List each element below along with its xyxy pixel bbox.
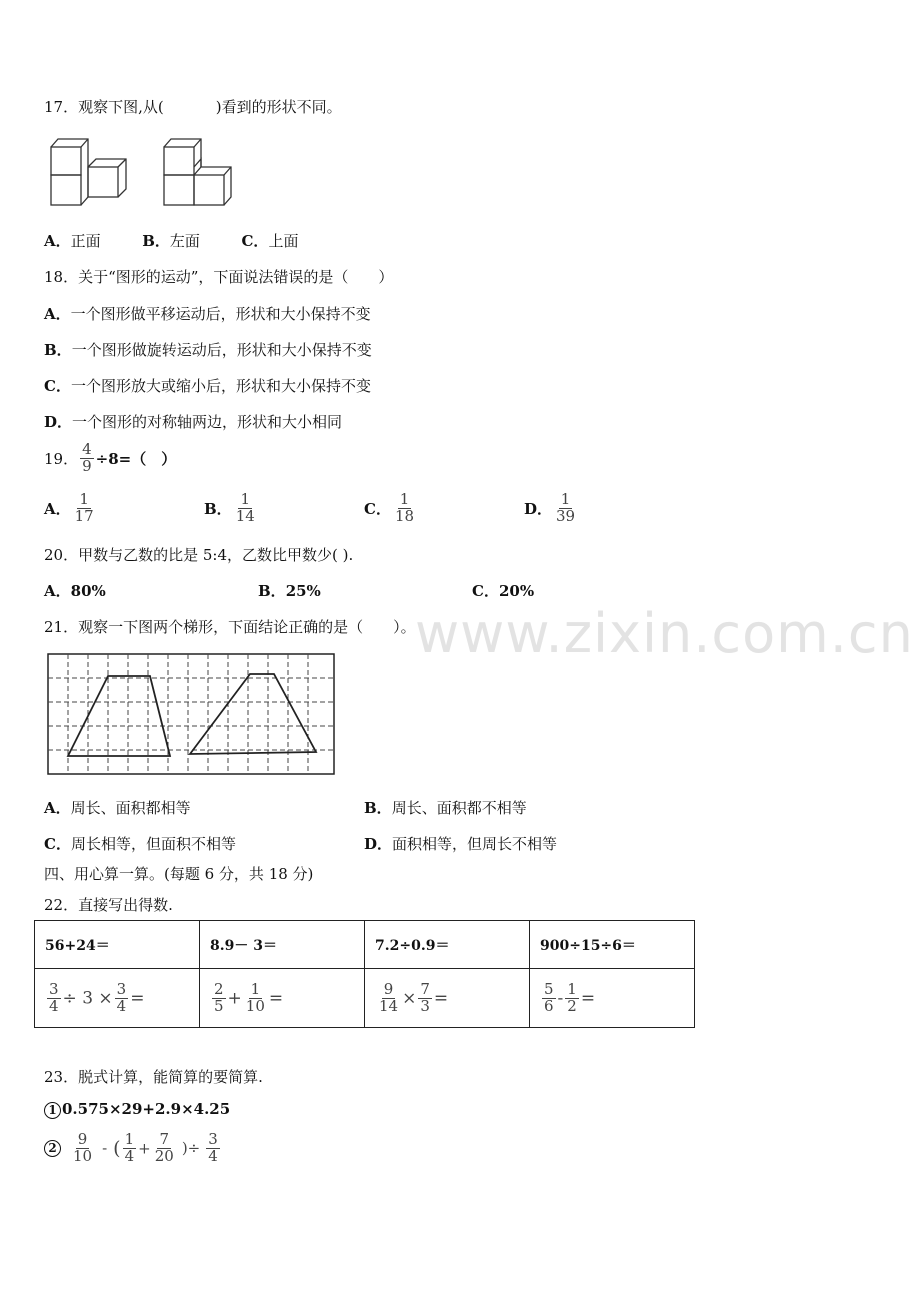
option-b[interactable]: B．左面 — [142, 232, 200, 250]
fraction: $\frac{4}{9}$ — [82, 440, 92, 475]
q19-option-d[interactable]: D． $\frac{1}{39}$ — [524, 490, 576, 525]
q17-options — [44, 230, 298, 251]
table-cell: $\frac{9}{14}$ × $\frac{7}{3}$ = — [365, 969, 530, 1028]
table-cell: 900÷15÷6＝ — [530, 921, 695, 969]
trapezoid-left — [68, 676, 170, 756]
q19-stem: 19． $\frac{4}{9}$ ÷8=（ ） — [44, 440, 177, 475]
table-cell: $\frac{2}{5}$ + $\frac{1}{10}$ = — [200, 969, 365, 1028]
q21-stem: 21．观察一下图两个梯形，下面结论正确的是（ ）。 — [44, 618, 416, 636]
q23-item-1: 1 0.575×29+2.9×4.25 — [44, 1100, 230, 1119]
q19-option-a[interactable]: A． $\frac{1}{17}$ — [44, 490, 94, 525]
q17-cube-figures — [46, 135, 236, 210]
q22-table — [34, 920, 695, 1028]
q21-option-b[interactable]: B．周长、面积都不相等 — [364, 799, 527, 817]
q21-option-d[interactable]: D．面积相等，但周长不相等 — [364, 835, 558, 853]
q20-option-b[interactable]: B．25% — [258, 582, 321, 600]
q21-grid-figure — [46, 650, 338, 778]
option-a[interactable]: A．正面 — [44, 232, 101, 250]
table-row — [35, 969, 695, 1028]
table-cell: 7.2÷0.9＝ — [365, 921, 530, 969]
q23-stem: 23．脱式计算，能简算的要简算. — [44, 1068, 263, 1086]
q20-option-a[interactable]: A．80% — [44, 582, 106, 600]
q18-option-c[interactable]: C．一个图形放大或缩小后，形状和大小保持不变 — [44, 377, 371, 395]
q20-stem: 20．甲数与乙数的比是 5:4，乙数比甲数少( ). — [44, 546, 354, 564]
q18-option-a[interactable]: A．一个图形做平移运动后，形状和大小保持不变 — [44, 305, 371, 323]
trapezoid-right — [190, 674, 316, 754]
q22-stem: 22．直接写出得数. — [44, 896, 173, 914]
table-row — [35, 921, 695, 969]
q19-option-c[interactable]: C． $\frac{1}{18}$ — [364, 490, 415, 525]
cube-face — [194, 175, 224, 205]
cube-face — [51, 147, 81, 175]
table-cell: 56+24＝ — [35, 921, 200, 969]
section-heading: 四、用心算一算。(每题 6 分，共 18 分) — [44, 865, 314, 883]
circled-number: 2 — [44, 1140, 61, 1157]
q23-item-2: 2 $\frac{9}{10}$ - ( $\frac{1}{4}$ + $\frac{7}{20}$ )÷ $\frac{3}{4}$ — [44, 1132, 222, 1165]
q17-stem: 17．观察下图,从( )看到的形状不同。 — [44, 98, 342, 116]
cube-face — [164, 175, 194, 205]
table-cell: 8.9－ 3＝ — [200, 921, 365, 969]
q18-stem: 18．关于“图形的运动”，下面说法错误的是（ ） — [44, 268, 394, 286]
cube-face — [164, 147, 194, 175]
cube-face — [88, 167, 118, 197]
circled-number: 1 — [44, 1102, 61, 1119]
option-c[interactable]: C．上面 — [241, 232, 299, 250]
q21-option-a[interactable]: A．周长、面积都相等 — [44, 799, 191, 817]
table-cell: $\frac{3}{4}$ ÷ 3 × $\frac{3}{4}$ = — [35, 969, 200, 1028]
q18-option-d[interactable]: D．一个图形的对称轴两边，形状和大小相同 — [44, 413, 343, 431]
watermark: www.zixin.com.cn — [415, 602, 914, 665]
q21-option-c[interactable]: C．周长相等，但面积不相等 — [44, 835, 236, 853]
q20-option-c[interactable]: C．20% — [472, 582, 535, 600]
q18-option-b[interactable]: B．一个图形做旋转运动后，形状和大小保持不变 — [44, 341, 372, 359]
q19-option-b[interactable]: B． $\frac{1}{14}$ — [204, 490, 255, 525]
table-cell: $\frac{5}{6}$ - $\frac{1}{2}$ = — [530, 969, 695, 1028]
cube-face — [51, 175, 81, 205]
